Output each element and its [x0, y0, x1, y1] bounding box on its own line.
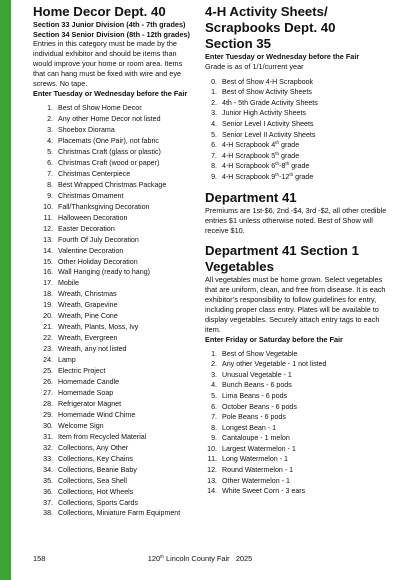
list-item: [205, 444, 393, 455]
list-item: [33, 465, 196, 476]
item-text: Collections, Miniature Farm Equipment: [58, 509, 181, 518]
item-number: 10.: [207, 444, 217, 453]
item-text: Mobile: [58, 279, 79, 288]
item-text: Other Watermelon - 1: [222, 476, 290, 485]
item-text: Electric Project: [58, 367, 106, 376]
item-number: 5.: [211, 130, 217, 139]
item-number: 33.: [43, 454, 53, 463]
item-text: Wall Hanging (ready to hang): [58, 268, 151, 277]
item-number: 38.: [43, 509, 53, 518]
item-number: 7.: [47, 169, 53, 178]
item-number: 6.: [211, 141, 217, 150]
list-item: [33, 224, 196, 235]
item-number: 1.: [47, 104, 53, 113]
page-number: 158: [33, 554, 46, 563]
list-item: [33, 103, 196, 114]
item-number: 1.: [211, 88, 217, 97]
vegetables-title-line2: Vegetables: [205, 258, 274, 274]
list-item: [205, 454, 393, 465]
item-text: Unusual Vegetable - 1: [222, 370, 292, 379]
list-item: [205, 433, 393, 444]
item-text: Collections, Any Other: [58, 443, 129, 452]
list-item: [205, 370, 393, 381]
list-item: [33, 114, 196, 125]
item-number: 4.: [47, 137, 53, 146]
item-text: Fourth Of July Decoration: [58, 235, 139, 244]
item-text: Senior Level II Activity Sheets: [222, 130, 316, 139]
list-item: [33, 191, 196, 202]
item-text: 4-H Scrapbook 6th-8th grade: [222, 161, 310, 171]
vegetables-title-line1: Department 41 Section 1: [205, 242, 359, 258]
item-number: 14.: [43, 246, 53, 255]
item-text: 4-H Scrapbook 9th-12th grade: [222, 171, 314, 181]
home-decor-description: Entries in this category must be made by the individual exhibitor and should be items than would improve your home or room area. Items that can hang must be fixed with wire and eye screws. No tape.: [33, 39, 183, 89]
list-item: [33, 421, 196, 432]
item-text: Christmas Ornament: [58, 191, 124, 200]
list-item: [205, 77, 393, 88]
item-number: 31.: [43, 432, 53, 441]
activity-sheets-entry-days: Enter Tuesday or Wednesday before the Fair: [205, 52, 360, 61]
list-item: [205, 87, 393, 98]
list-item: [33, 202, 196, 213]
item-number: 11.: [43, 213, 53, 222]
list-item: [33, 443, 196, 454]
list-item: [33, 278, 196, 289]
item-text: Collections, Beanie Baby: [58, 465, 137, 474]
item-number: 7.: [211, 151, 217, 160]
item-text: Senior Level I Activity Sheets: [222, 119, 314, 128]
home-decor-title: Home Decor Dept. 40: [33, 4, 166, 19]
item-number: 19.: [43, 301, 53, 310]
list-item: [205, 391, 393, 402]
item-text: 4th - 5th Grade Activity Sheets: [222, 98, 318, 107]
list-item: [33, 300, 196, 311]
item-text: Wreath, any not listed: [58, 345, 127, 354]
list-item: [33, 125, 196, 136]
item-text: Bunch Beans - 6 pods: [222, 381, 292, 390]
item-text: Welcome Sign: [58, 421, 104, 430]
item-text: Valentine Decoration: [58, 246, 124, 255]
item-text: Wreath, Grapevine: [58, 301, 118, 310]
item-text: Fall/Thanksgiving Decoration: [58, 202, 150, 211]
item-number: 15.: [43, 257, 53, 266]
item-text: Long Watermelon - 1: [222, 455, 288, 464]
item-text: Wreath, Pine Cone: [58, 312, 118, 321]
list-item: [33, 333, 196, 344]
item-number: 16.: [43, 268, 53, 277]
vegetables-class-list: [205, 349, 393, 497]
item-text: Best of Show Home Decor: [58, 104, 142, 113]
item-text: Best of Show Activity Sheets: [222, 88, 312, 97]
list-item: [33, 311, 196, 322]
item-number: 11.: [207, 455, 217, 464]
list-item: [205, 151, 393, 162]
left-column: [33, 4, 196, 519]
item-number: 1.: [211, 349, 217, 358]
item-text: Refrigerator Magnet: [58, 399, 122, 408]
list-item: [33, 289, 196, 300]
item-text: Wreath, Christmas: [58, 290, 117, 299]
list-item: [33, 476, 196, 487]
item-text: Halloween Decoration: [58, 213, 128, 222]
item-number: 13.: [43, 235, 53, 244]
item-text: Lima Beans - 6 pods: [222, 391, 288, 400]
item-number: 2.: [211, 360, 217, 369]
vegetables-entry-days: Enter Friday or Saturday before the Fair: [205, 334, 343, 344]
list-item: [205, 349, 393, 360]
junior-division-heading: Section 33 Junior Division (4th - 7th grades): [33, 20, 186, 29]
edition-number: 120: [147, 554, 161, 563]
item-number: 6.: [211, 402, 217, 411]
item-text: Collections, Key Chains: [58, 454, 133, 463]
item-text: White Sweet Corn - 3 ears: [222, 487, 306, 496]
item-number: 25.: [43, 367, 53, 376]
list-item: [205, 412, 393, 423]
list-item: [33, 498, 196, 509]
item-text: 4-H Scrapbook 5th grade: [222, 150, 300, 160]
item-text: Best of Show 4-H Scrapbook: [222, 77, 314, 86]
item-number: 3.: [211, 109, 217, 118]
activity-sheets-title-line1: 4-H Activity Sheets/: [205, 4, 328, 19]
item-number: 30.: [43, 421, 53, 430]
item-text: Best of Show Vegetable: [222, 349, 298, 358]
list-item: [33, 410, 196, 421]
list-item: [205, 380, 393, 391]
item-number: 9.: [211, 172, 217, 181]
activity-sheets-title-line3: Section 35: [205, 36, 271, 51]
item-number: 17.: [43, 279, 53, 288]
list-item: [33, 180, 196, 191]
list-item: [33, 246, 196, 257]
item-number: 27.: [43, 388, 53, 397]
list-item: [205, 119, 393, 130]
item-number: 28.: [43, 399, 53, 408]
list-item: [33, 377, 196, 388]
list-item: [33, 355, 196, 366]
item-number: 37.: [43, 498, 53, 507]
footer-fair-title: [0, 553, 400, 565]
item-number: 36.: [43, 487, 53, 496]
item-text: Easter Decoration: [58, 224, 115, 233]
item-number: 2.: [211, 98, 217, 107]
list-item: [33, 235, 196, 246]
item-text: Placemats (One Pair), not fabric: [58, 137, 159, 146]
list-item: [205, 402, 393, 413]
list-item: [33, 344, 196, 355]
item-number: 12.: [43, 224, 53, 233]
item-number: 26.: [43, 378, 53, 387]
item-number: 22.: [43, 334, 53, 343]
item-number: 7.: [211, 413, 217, 422]
page-footer: [0, 553, 400, 565]
item-number: 4.: [211, 119, 217, 128]
list-item: [205, 172, 393, 183]
item-text: Best Wrapped Christmas Package: [58, 180, 167, 189]
fair-name: Lincoln County Fair: [163, 554, 230, 563]
list-item: [205, 98, 393, 109]
list-item: [205, 108, 393, 119]
list-item: [33, 169, 196, 180]
list-item: [205, 140, 393, 151]
item-number: 23.: [43, 345, 53, 354]
item-number: 0.: [211, 77, 217, 86]
item-text: Collections, Sports Cards: [58, 498, 139, 507]
list-item: [205, 359, 393, 370]
item-text: Christmas Craft (wood or paper): [58, 158, 160, 167]
item-number: 24.: [43, 356, 53, 365]
item-text: Homemade Candle: [58, 378, 120, 387]
item-number: 13.: [207, 476, 217, 485]
item-number: 10.: [43, 202, 53, 211]
item-number: 35.: [43, 476, 53, 485]
item-number: 5.: [47, 148, 53, 156]
list-item: [33, 388, 196, 399]
item-number: 21.: [43, 323, 53, 332]
item-number: 3.: [211, 370, 217, 379]
item-text: Homemade Wind Chime: [58, 410, 136, 419]
item-text: Collections, Hot Wheels: [58, 487, 134, 496]
list-item: [33, 322, 196, 333]
list-item: [205, 465, 393, 476]
item-text: Any other Home Decor not listed: [58, 115, 161, 124]
fair-year: 2025: [235, 554, 253, 563]
list-item: [33, 257, 196, 268]
item-text: Pole Beans - 6 pods: [222, 413, 286, 422]
list-item: [33, 432, 196, 443]
item-text: Wreath, Evergreen: [58, 334, 118, 343]
item-number: 8.: [211, 423, 217, 432]
vegetables-description: All vegetables must be home grown. Select vegetables that are uniform, clean, and free from disease. It is each exhibitor’s responsibility to follow guidelines for entry, including proper class entry. Plates will be available to display vegetables. Securely attach entry tags to each item.: [205, 274, 386, 334]
right-column: [205, 4, 393, 497]
item-text: Round Watermelon - 1: [222, 466, 294, 475]
list-item: [33, 158, 196, 169]
list-item: [205, 130, 393, 141]
list-item: [205, 161, 393, 172]
list-item: [33, 399, 196, 410]
item-text: Collections, Sea Shell: [58, 476, 128, 485]
item-text: Any other Vegetable - 1 not listed: [222, 360, 327, 369]
home-decor-entry-days: Enter Tuesday or Wednesday before the Fair: [33, 89, 188, 99]
department-41-premiums: Premiums are 1st-$6, 2nd -$4, 3rd -$2, all other credible entries $1 unless otherwise noted. Best of Show will receive $10.: [205, 205, 387, 235]
item-text: Wreath, Plants, Moss, Ivy: [58, 323, 139, 332]
list-item: [33, 267, 196, 278]
item-number: 32.: [43, 443, 53, 452]
list-item: [205, 476, 393, 487]
item-number: 29.: [43, 410, 53, 419]
item-number: 2.: [47, 115, 53, 124]
item-text: Homemade Soap: [58, 388, 114, 397]
list-item: [33, 487, 196, 498]
item-number: 3.: [47, 126, 53, 135]
item-number: 5.: [211, 391, 217, 400]
activity-sheets-class-list: [205, 77, 393, 183]
edition-suffix: th: [160, 554, 164, 559]
page-edge-color-bar: [0, 0, 11, 580]
department-41-title: Department 41: [205, 189, 297, 205]
list-item: [205, 486, 393, 497]
item-text: Longest Bean - 1: [222, 423, 277, 432]
item-number: 12.: [207, 466, 217, 475]
list-item: [33, 147, 196, 158]
item-text: Item from Recycled Material: [58, 432, 147, 441]
item-number: 9.: [47, 191, 53, 200]
list-item: [33, 366, 196, 377]
item-text: Other Holiday Decoration: [58, 257, 138, 266]
item-number: 4.: [211, 381, 217, 390]
list-item: [33, 508, 196, 519]
list-item: [33, 213, 196, 224]
item-number: 6.: [47, 158, 53, 167]
item-number: 20.: [43, 312, 53, 321]
home-decor-class-list: [33, 103, 196, 519]
item-text: Shoebox Diorama: [58, 126, 115, 135]
item-number: 9.: [211, 434, 217, 443]
item-number: 8.: [47, 180, 53, 189]
senior-division-heading: Section 34 Senior Division (8th - 12th grades): [33, 29, 190, 39]
item-number: 18.: [43, 290, 53, 299]
list-item: [33, 136, 196, 147]
item-text: Christmas Craft (glass or plastic): [58, 148, 161, 156]
list-item: [33, 454, 196, 465]
item-text: Junior High Activity Sheets: [222, 109, 306, 118]
grade-note: Grade is as of 1/1/current year: [205, 61, 304, 71]
item-number: 14.: [207, 487, 217, 496]
item-text: October Beans - 6 pods: [222, 402, 297, 411]
list-item: [205, 423, 393, 434]
item-number: 8.: [211, 162, 217, 171]
item-text: Christmas Centerpiece: [58, 169, 131, 178]
item-text: Lamp: [58, 356, 76, 365]
item-number: 34.: [43, 465, 53, 474]
item-text: Largest Watermelon - 1: [222, 444, 296, 453]
item-text: Cantaloupe - 1 melon: [222, 434, 290, 443]
item-text: 4-H Scrapbook 4th grade: [222, 140, 300, 150]
activity-sheets-title-line2: Scrapbooks Dept. 40: [205, 20, 336, 35]
